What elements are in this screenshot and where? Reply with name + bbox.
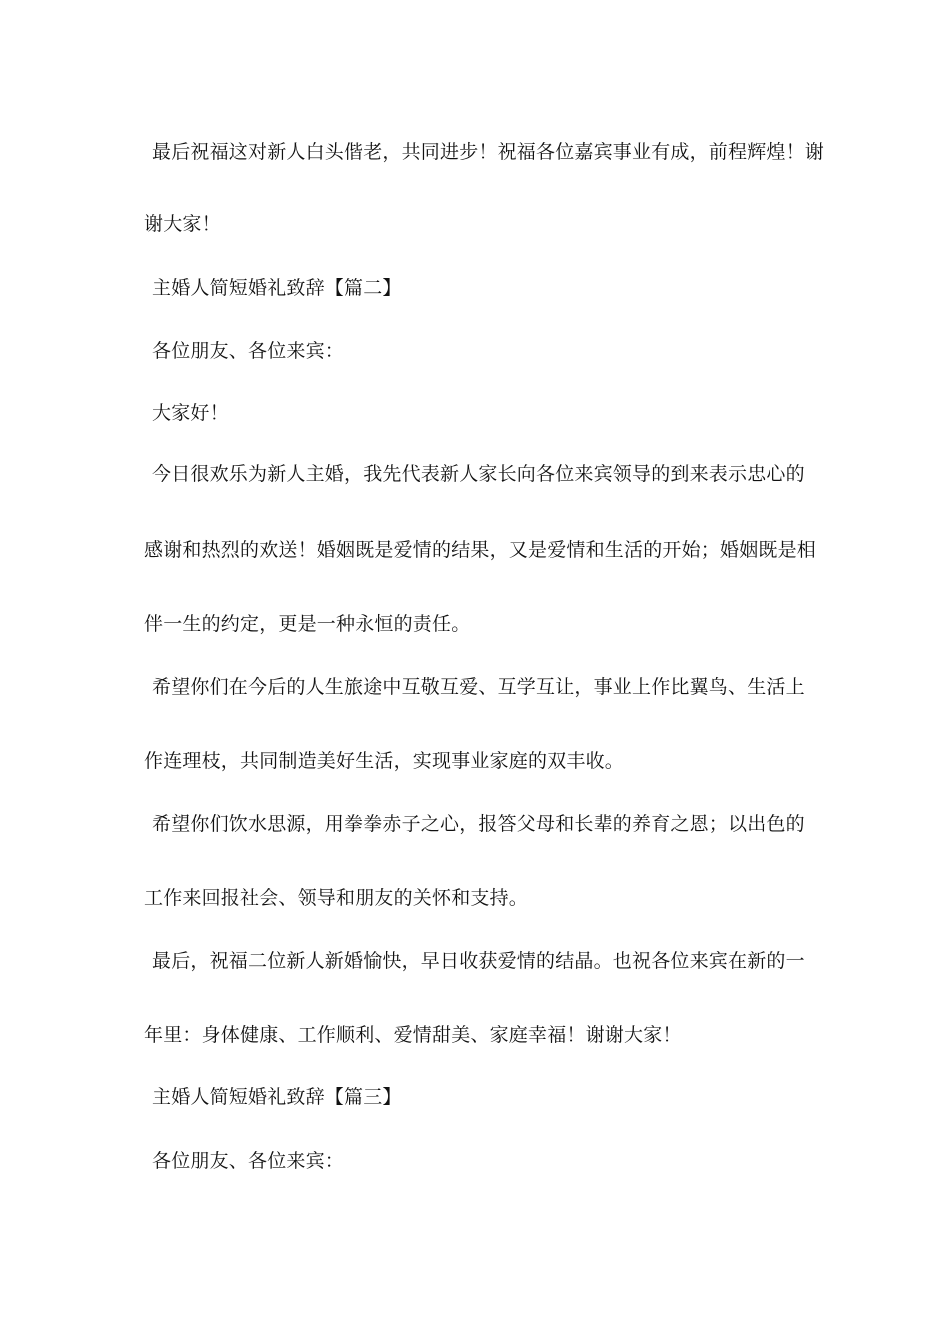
paragraph-line: 工作来回报社会、领导和朋友的关怀和支持。 bbox=[144, 887, 529, 909]
paragraph-line: 最后祝福这对新人白头偕老，共同进步！祝福各位嘉宾事业有成，前程辉煌！谢 bbox=[152, 141, 825, 163]
paragraph-line: 感谢和热烈的欢送！婚姻既是爱情的结果，又是爱情和生活的开始；婚姻既是相 bbox=[144, 539, 817, 561]
section-heading: 主婚人简短婚礼致辞【篇二】 bbox=[152, 277, 402, 299]
paragraph-line: 作连理枝，共同制造美好生活，实现事业家庭的双丰收。 bbox=[144, 750, 625, 772]
paragraph-line: 希望你们饮水思源，用拳拳赤子之心，报答父母和长辈的养育之恩；以出色的 bbox=[152, 813, 805, 835]
paragraph-line: 伴一生的约定，更是一种永恒的责任。 bbox=[144, 613, 471, 635]
salutation: 各位朋友、各位来宾： bbox=[152, 340, 345, 362]
paragraph-line: 年里：身体健康、工作顺利、爱情甜美、家庭幸福！谢谢大家！ bbox=[144, 1024, 682, 1046]
paragraph-line: 最后，祝福二位新人新婚愉快，早日收获爱情的结晶。也祝各位来宾在新的一 bbox=[152, 950, 805, 972]
salutation: 各位朋友、各位来宾： bbox=[152, 1150, 345, 1172]
section-heading: 主婚人简短婚礼致辞【篇三】 bbox=[152, 1086, 402, 1108]
greeting: 大家好！ bbox=[152, 402, 229, 424]
paragraph-line: 希望你们在今后的人生旅途中互敬互爱、互学互让，事业上作比翼鸟、生活上 bbox=[152, 676, 805, 698]
paragraph-line: 谢大家！ bbox=[144, 213, 221, 235]
paragraph-line: 今日很欢乐为新人主婚，我先代表新人家长向各位来宾领导的到来表示忠心的 bbox=[152, 463, 805, 485]
